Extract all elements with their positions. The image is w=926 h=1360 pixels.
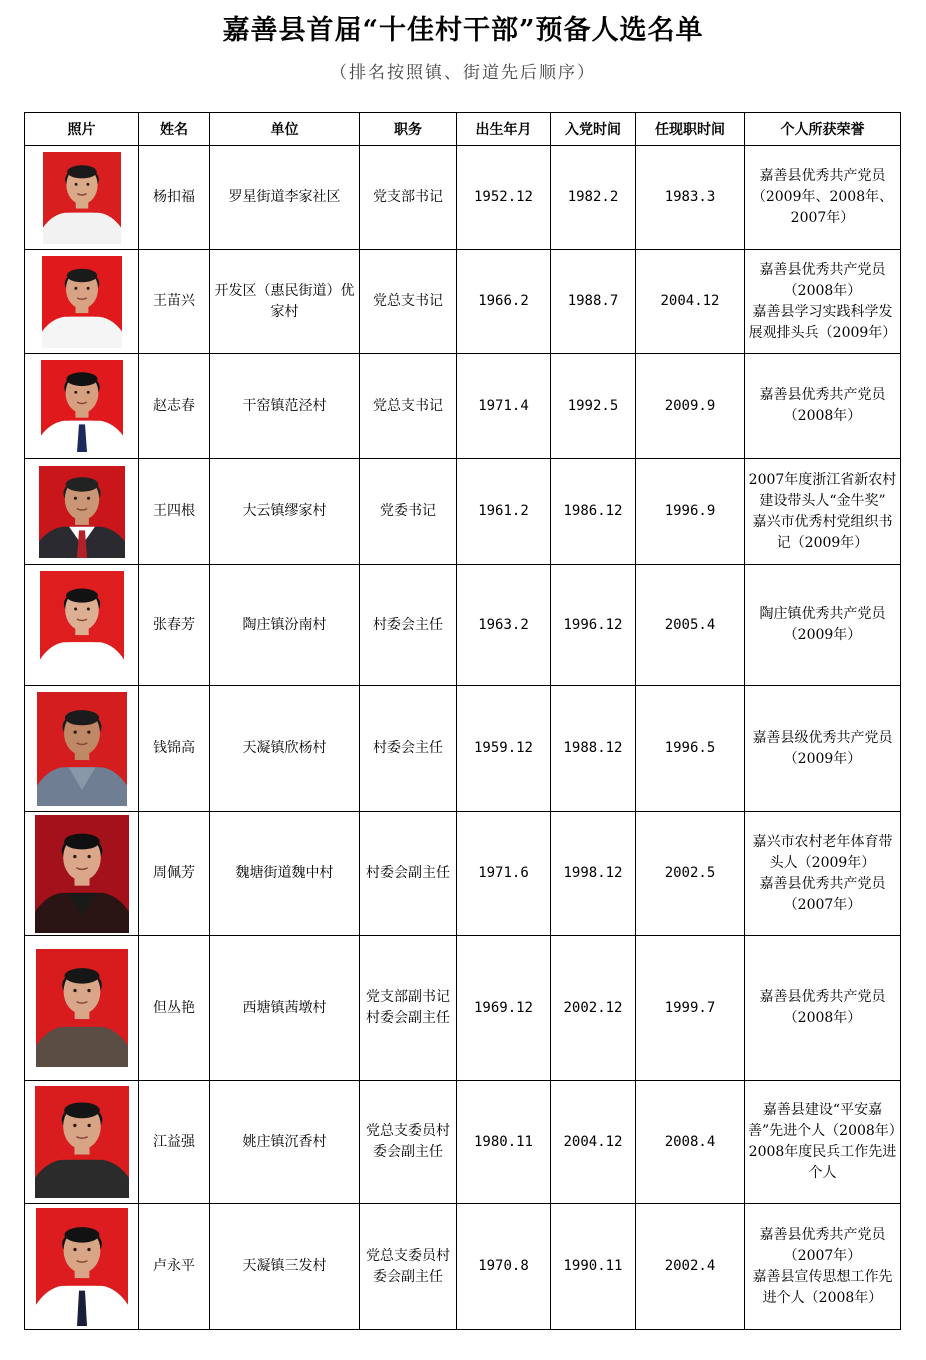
honors-cell	[745, 1204, 901, 1330]
position-cell: 党支部书记	[360, 146, 457, 250]
appointment-date-cell: 2002.5	[636, 812, 745, 936]
name-cell: 王四根	[139, 459, 210, 565]
unit-cell: 开发区（惠民街道）优家村	[210, 250, 360, 354]
unit-cell: 西塘镇茜墩村	[210, 936, 360, 1081]
honor-item: 嘉善县优秀共产党员（2008年）	[759, 387, 886, 424]
birth-date-cell: 1963.2	[457, 565, 551, 686]
portrait-photo	[39, 466, 125, 558]
appointment-date-cell: 1999.7	[636, 936, 745, 1081]
table-body	[25, 146, 901, 1330]
appointment-date-cell: 2009.9	[636, 354, 745, 459]
photo-cell	[25, 354, 139, 459]
page-subtitle: （排名按照镇、街道先后顺序）	[330, 63, 596, 83]
name-cell: 赵志春	[139, 354, 210, 459]
honor-item: 嘉善县建设“平安嘉善”先进个人（2008年）	[748, 1102, 903, 1139]
name-cell: 周佩芳	[139, 812, 210, 936]
honor-item: 嘉善县级优秀共产党员（2009年）	[752, 729, 893, 767]
honor-item: 嘉善县学习实践科学发展观排头兵（2009年）	[748, 303, 897, 341]
header-honors: 个人所获荣誉	[745, 113, 901, 146]
portrait-photo	[35, 815, 129, 933]
position-cell: 党总支委员村委会副主任	[360, 1081, 457, 1204]
header-position: 职务	[360, 113, 457, 146]
appointment-date-cell: 2002.4	[636, 1204, 745, 1330]
unit-cell: 天凝镇欣杨村	[210, 686, 360, 812]
table-header-row	[25, 113, 901, 146]
name-cell: 杨扣福	[139, 146, 210, 250]
honors-cell	[745, 459, 901, 565]
honors-cell	[745, 250, 901, 354]
header-appointed: 任现职时间	[636, 113, 745, 146]
birth-date-cell: 1969.12	[457, 936, 551, 1081]
photo-cell	[25, 936, 139, 1081]
unit-cell: 陶庄镇汾南村	[210, 565, 360, 686]
appointment-date-cell: 2004.12	[636, 250, 745, 354]
name-cell: 卢永平	[139, 1204, 210, 1330]
honor-item: 嘉善县优秀共产党员（2009年、2008年、2007年）	[751, 168, 894, 226]
photo-cell	[25, 146, 139, 250]
photo-cell	[25, 1204, 139, 1330]
portrait-photo	[40, 571, 124, 679]
honor-item: 嘉善县优秀共产党员（2008年）	[759, 261, 886, 299]
header-birth: 出生年月	[457, 113, 551, 146]
honor-item: 嘉兴市优秀村党组织书记（2009年）	[752, 513, 893, 551]
honor-item: 嘉善县优秀共产党员（2007年）	[759, 875, 886, 913]
unit-cell: 姚庄镇沉香村	[210, 1081, 360, 1204]
table-row	[25, 146, 901, 250]
header-name: 姓名	[139, 113, 210, 146]
portrait-photo	[42, 256, 122, 348]
honor-item: 嘉善县优秀共产党员（2008年）	[759, 989, 886, 1026]
photo-cell	[25, 459, 139, 565]
header-photo: 照片	[25, 113, 139, 146]
position-cell: 党委书记	[360, 459, 457, 565]
honor-item: 2007年度浙江省新农村建设带头人“金牛奖”	[748, 471, 897, 509]
appointment-date-cell: 2005.4	[636, 565, 745, 686]
position-cell: 党支部副书记村委会副主任	[360, 936, 457, 1081]
table-row	[25, 1204, 901, 1330]
honors-cell	[745, 146, 901, 250]
table-row	[25, 936, 901, 1081]
photo-cell	[25, 812, 139, 936]
position-cell: 村委会主任	[360, 686, 457, 812]
appointment-date-cell: 2008.4	[636, 1081, 745, 1204]
position-cell: 村委会主任	[360, 565, 457, 686]
header-unit: 单位	[210, 113, 360, 146]
photo-cell	[25, 1081, 139, 1204]
honors-cell	[745, 812, 901, 936]
honor-item: 嘉善县宣传思想工作先进个人（2008年）	[752, 1268, 893, 1306]
birth-date-cell: 1970.8	[457, 1204, 551, 1330]
honors-cell	[745, 565, 901, 686]
unit-cell: 罗星街道李家社区	[210, 146, 360, 250]
name-cell: 钱锦高	[139, 686, 210, 812]
portrait-photo	[35, 1086, 129, 1198]
position-cell: 党总支委员村委会副主任	[360, 1204, 457, 1330]
birth-date-cell: 1961.2	[457, 459, 551, 565]
portrait-photo	[43, 152, 121, 244]
birth-date-cell: 1959.12	[457, 686, 551, 812]
position-cell: 村委会副主任	[360, 812, 457, 936]
photo-cell	[25, 250, 139, 354]
table-row	[25, 565, 901, 686]
table-row	[25, 812, 901, 936]
unit-cell: 天凝镇三发村	[210, 1204, 360, 1330]
party-join-date-cell: 1998.12	[551, 812, 636, 936]
unit-cell: 干窑镇范泾村	[210, 354, 360, 459]
birth-date-cell: 1971.6	[457, 812, 551, 936]
name-cell: 王苗兴	[139, 250, 210, 354]
appointment-date-cell: 1996.5	[636, 686, 745, 812]
birth-date-cell: 1952.12	[457, 146, 551, 250]
portrait-photo	[36, 949, 128, 1067]
unit-cell: 魏塘街道魏中村	[210, 812, 360, 936]
table-row	[25, 1081, 901, 1204]
birth-date-cell: 1980.11	[457, 1081, 551, 1204]
name-cell: 张春芳	[139, 565, 210, 686]
party-join-date-cell: 2004.12	[551, 1081, 636, 1204]
birth-date-cell: 1971.4	[457, 354, 551, 459]
birth-date-cell: 1966.2	[457, 250, 551, 354]
portrait-photo	[37, 692, 127, 806]
honor-item: 嘉善县优秀共产党员（2007年）	[759, 1226, 886, 1264]
honor-item: 嘉兴市农村老年体育带头人（2009年）	[752, 833, 893, 871]
honors-cell	[745, 354, 901, 459]
photo-cell	[25, 565, 139, 686]
party-join-date-cell: 1996.12	[551, 565, 636, 686]
party-join-date-cell: 1988.12	[551, 686, 636, 812]
party-join-date-cell: 1986.12	[551, 459, 636, 565]
party-join-date-cell: 1992.5	[551, 354, 636, 459]
appointment-date-cell: 1983.3	[636, 146, 745, 250]
party-join-date-cell: 1990.11	[551, 1204, 636, 1330]
honor-item: 陶庄镇优秀共产党员（2009年）	[759, 606, 886, 643]
appointment-date-cell: 1996.9	[636, 459, 745, 565]
table-row	[25, 250, 901, 354]
honors-cell	[745, 936, 901, 1081]
candidate-table	[24, 112, 901, 1330]
page-title: 嘉善县首届“十佳村干部”预备人选名单	[222, 15, 704, 46]
position-cell: 党总支书记	[360, 354, 457, 459]
honors-cell	[745, 1081, 901, 1204]
party-join-date-cell: 1988.7	[551, 250, 636, 354]
position-cell: 党总支书记	[360, 250, 457, 354]
party-join-date-cell: 1982.2	[551, 146, 636, 250]
photo-cell	[25, 686, 139, 812]
name-cell: 但丛艳	[139, 936, 210, 1081]
portrait-photo	[41, 360, 123, 452]
name-cell: 江益强	[139, 1081, 210, 1204]
honors-cell	[745, 686, 901, 812]
party-join-date-cell: 2002.12	[551, 936, 636, 1081]
portrait-photo	[36, 1208, 128, 1326]
header-party-join: 入党时间	[551, 113, 636, 146]
unit-cell: 大云镇缪家村	[210, 459, 360, 565]
table-row	[25, 686, 901, 812]
honor-item: 2008年度民兵工作先进个人	[748, 1144, 897, 1181]
table-row	[25, 354, 901, 459]
table-row	[25, 459, 901, 565]
